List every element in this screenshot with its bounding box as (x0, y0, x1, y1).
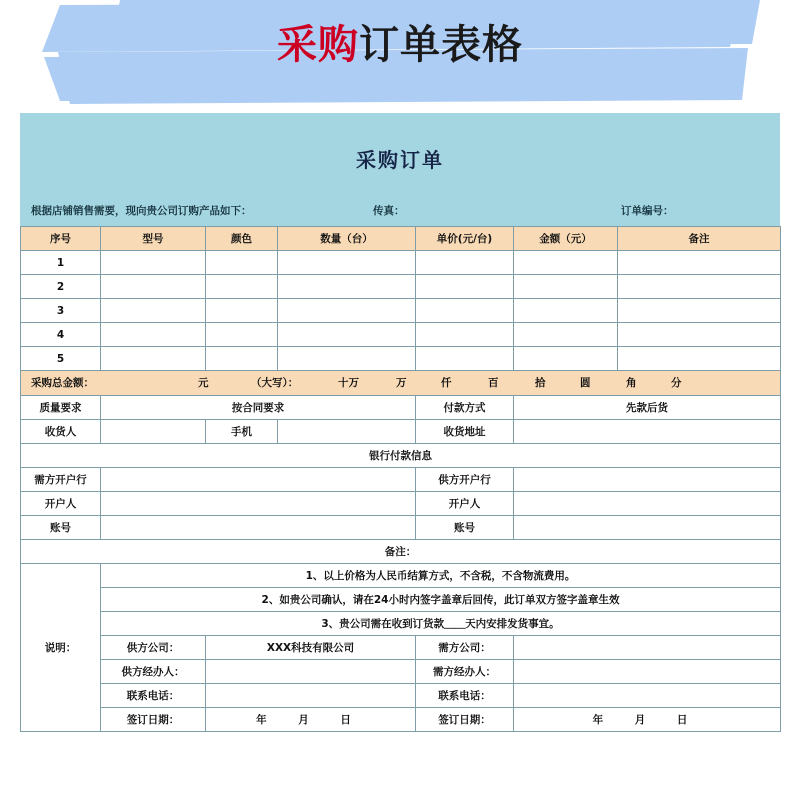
remarks-label: 备注： (21, 540, 781, 564)
sheet-info-row (21, 199, 779, 225)
item-qty-5[interactable] (278, 347, 416, 371)
items-col-model: 型号 (101, 227, 206, 251)
supplier-sign-date-label: 签订日期： (101, 708, 206, 732)
item-no-4: 4 (21, 323, 101, 347)
item-model-2[interactable] (101, 275, 206, 299)
note-row (21, 612, 781, 636)
signature-row (21, 708, 781, 732)
bank-section-row (21, 444, 781, 468)
quality-value[interactable]: 按合同要求 (101, 396, 416, 420)
item-amount-1[interactable] (514, 251, 618, 275)
consignee-value[interactable] (101, 420, 206, 444)
signature-row (21, 684, 781, 708)
items-col-unit-price: 单价(元/台) (416, 227, 514, 251)
supplier-agent-value[interactable] (206, 660, 416, 684)
buyer-account-no-label: 账号 (21, 516, 101, 540)
buyer-sign-date-value[interactable]: 年 月 日 (514, 708, 781, 732)
table-row (21, 275, 781, 299)
supplier-company-value[interactable]: XXX科技有限公司 (206, 636, 416, 660)
item-unit-price-1[interactable] (416, 251, 514, 275)
quality-payment-row (21, 396, 781, 420)
buyer-sign-date-label: 签订日期： (416, 708, 514, 732)
digit-fen: 分 (671, 377, 682, 389)
note-row (21, 564, 781, 588)
order-grid (20, 226, 781, 732)
item-remark-3[interactable] (618, 299, 781, 323)
buyer-phone-value[interactable] (514, 684, 781, 708)
item-color-1[interactable] (206, 251, 278, 275)
total-amount-cell (21, 371, 781, 396)
item-qty-1[interactable] (278, 251, 416, 275)
table-row (21, 323, 781, 347)
item-remark-5[interactable] (618, 347, 781, 371)
signature-row (21, 636, 781, 660)
mobile-value[interactable] (278, 420, 416, 444)
note-item-1: 1、以上价格为人民币结算方式，不含税，不含物流费用。 (101, 564, 781, 588)
intro-text: 根据店铺销售需要，现向贵公司订购产品如下： (31, 205, 252, 217)
item-amount-2[interactable] (514, 275, 618, 299)
total-unit: 元 (198, 377, 209, 389)
items-col-qty: 数量（台） (278, 227, 416, 251)
digit-ten: 拾 (535, 377, 546, 389)
page-title (0, 10, 800, 80)
buyer-bank-label: 需方开户行 (21, 468, 101, 492)
consignee-label: 收货人 (21, 420, 101, 444)
supplier-phone-value[interactable] (206, 684, 416, 708)
buyer-phone-label: 联系电话： (416, 684, 514, 708)
item-model-4[interactable] (101, 323, 206, 347)
order-number-label: 订单编号： (621, 205, 674, 217)
consignee-row (21, 420, 781, 444)
buyer-account-holder-value[interactable] (101, 492, 416, 516)
note-row (21, 588, 781, 612)
seller-account-no-label: 账号 (416, 516, 514, 540)
bank-row (21, 516, 781, 540)
signature-row (21, 660, 781, 684)
item-remark-1[interactable] (618, 251, 781, 275)
item-unit-price-4[interactable] (416, 323, 514, 347)
items-col-amount: 金额（元） (514, 227, 618, 251)
remarks-label-row (21, 540, 781, 564)
total-amount-row (21, 371, 781, 396)
digit-hundred-thousand: 十万 (338, 377, 359, 389)
item-no-2: 2 (21, 275, 101, 299)
sheet-header-band (20, 113, 780, 226)
item-color-4[interactable] (206, 323, 278, 347)
total-label: 采购总金额： (31, 377, 94, 389)
item-color-3[interactable] (206, 299, 278, 323)
item-qty-3[interactable] (278, 299, 416, 323)
item-unit-price-2[interactable] (416, 275, 514, 299)
table-row (21, 299, 781, 323)
item-amount-4[interactable] (514, 323, 618, 347)
item-remark-4[interactable] (618, 323, 781, 347)
note-section-label: 说明： (21, 564, 101, 732)
item-remark-2[interactable] (618, 275, 781, 299)
address-label: 收货地址 (416, 420, 514, 444)
sheet-title: 采购订单 (356, 148, 444, 172)
buyer-company-value[interactable] (514, 636, 781, 660)
seller-account-no-value[interactable] (514, 516, 781, 540)
bank-section-title: 银行付款信息 (21, 444, 781, 468)
total-capital-label: （大写）： (251, 377, 299, 389)
item-no-5: 5 (21, 347, 101, 371)
buyer-bank-value[interactable] (101, 468, 416, 492)
item-model-3[interactable] (101, 299, 206, 323)
digit-hundred: 百 (488, 377, 499, 389)
order-sheet (20, 113, 780, 732)
digit-thousand: 仟 (441, 377, 452, 389)
bank-row (21, 492, 781, 516)
bank-row (21, 468, 781, 492)
mobile-label: 手机 (206, 420, 278, 444)
page-title-red: 采购 (277, 22, 359, 68)
item-unit-price-5[interactable] (416, 347, 514, 371)
items-col-color: 颜色 (206, 227, 278, 251)
supplier-company-label: 供方公司： (101, 636, 206, 660)
item-amount-3[interactable] (514, 299, 618, 323)
items-col-remark: 备注 (618, 227, 781, 251)
seller-bank-label: 供方开户行 (416, 468, 514, 492)
quality-label: 质量要求 (21, 396, 101, 420)
buyer-agent-value[interactable] (514, 660, 781, 684)
buyer-agent-label: 需方经办人： (416, 660, 514, 684)
supplier-agent-label: 供方经办人： (101, 660, 206, 684)
payment-value[interactable]: 先款后货 (514, 396, 781, 420)
item-no-3: 3 (21, 299, 101, 323)
item-qty-2[interactable] (278, 275, 416, 299)
item-amount-5[interactable] (514, 347, 618, 371)
supplier-phone-label: 联系电话： (101, 684, 206, 708)
seller-account-holder-label: 开户人 (416, 492, 514, 516)
page-title-dark: 订单表格 (359, 22, 523, 68)
digit-jiao: 角 (626, 377, 637, 389)
items-header-row (21, 227, 781, 251)
item-no-1: 1 (21, 251, 101, 275)
item-color-5[interactable] (206, 347, 278, 371)
address-value[interactable] (514, 420, 781, 444)
table-row (21, 251, 781, 275)
note-item-3: 3、贵公司需在收到订货款＿＿天内安排发货事宜。 (101, 612, 781, 636)
item-color-2[interactable] (206, 275, 278, 299)
fax-label: 传真： (373, 205, 405, 217)
item-unit-price-3[interactable] (416, 299, 514, 323)
seller-bank-value[interactable] (514, 468, 781, 492)
items-col-no: 序号 (21, 227, 101, 251)
page-banner (0, 0, 800, 110)
payment-label: 付款方式 (416, 396, 514, 420)
buyer-company-label: 需方公司： (416, 636, 514, 660)
total-amount-inner (23, 371, 778, 395)
table-row (21, 347, 781, 371)
item-model-1[interactable] (101, 251, 206, 275)
buyer-account-no-value[interactable] (101, 516, 416, 540)
digit-ten-thousand: 万 (396, 377, 407, 389)
supplier-sign-date-value[interactable]: 年 月 日 (206, 708, 416, 732)
buyer-account-holder-label: 开户人 (21, 492, 101, 516)
digit-yuan: 圆 (580, 377, 591, 389)
item-model-5[interactable] (101, 347, 206, 371)
seller-account-holder-value[interactable] (514, 492, 781, 516)
note-item-2: 2、如贵公司确认，请在24小时内签字盖章后回传，此订单双方签字盖章生效 (101, 588, 781, 612)
item-qty-4[interactable] (278, 323, 416, 347)
